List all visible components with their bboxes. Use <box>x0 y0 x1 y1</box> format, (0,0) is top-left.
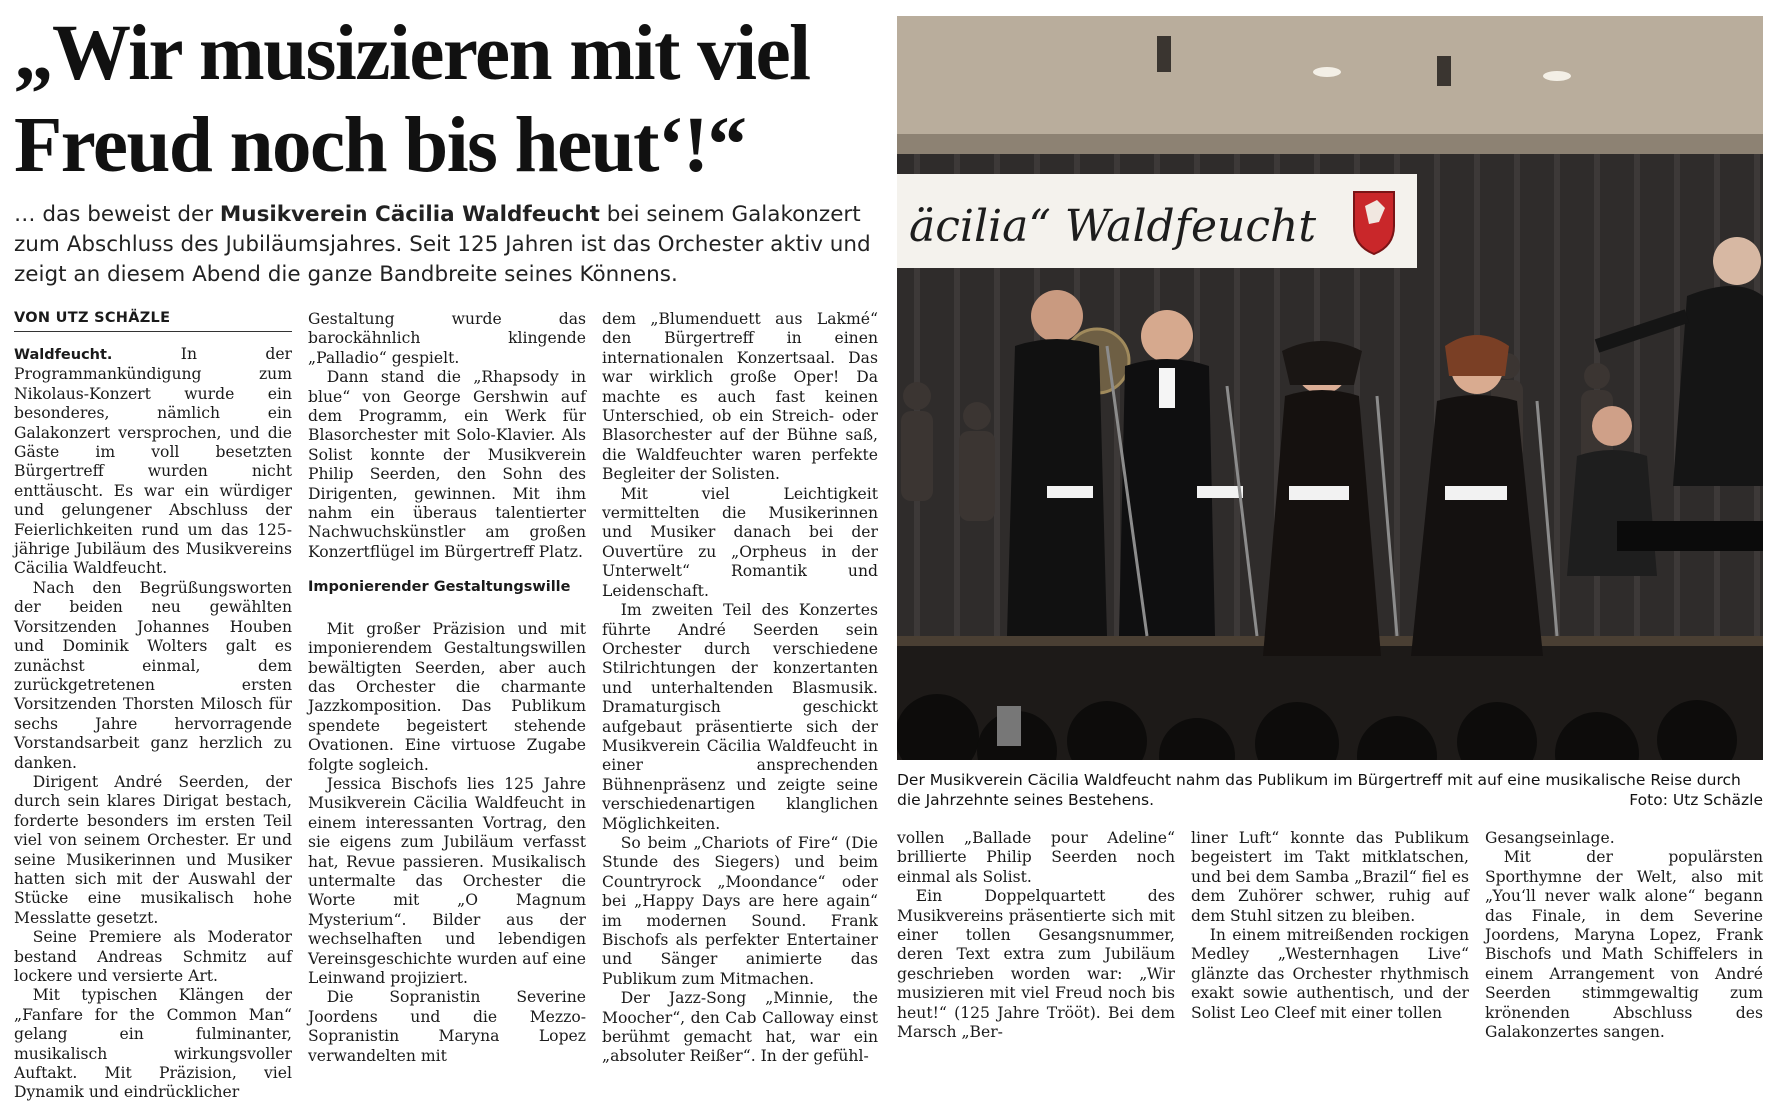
concert-photo <box>897 16 1763 760</box>
photo-caption <box>897 770 1763 810</box>
paragraph: Waldfeucht. In der Programmankündigung zum Nikolaus-Konzert wurde ein besonderes, nämlich ein Galakonzert versprochen, und die Gäste im voll besetzten Bürgertreff wurden nicht enttäuscht. Es war ein würdiger und gelungener Abschluss der Feierlichkeiten rund um das 125-jährige Jubiläum des Musikvereins Cäcilia Waldfeucht. <box>14 345 292 578</box>
article-column-6 <box>1485 829 1763 1042</box>
article-column-5 <box>1191 829 1469 1023</box>
paragraph: Dann stand die „Rhapsody in blue“ von George Gershwin auf dem Programm, ein Werk für Blasorchester mit Solo-Klavier. Als Solist konnte der Musikverein Philip Seerden, den Sohn des Dirigenten, gewinnen. Mit ihm nahm ein überaus talentierter Nachwuchskünstler am großen Konzertflügel im Bürgertreff Platz. <box>308 368 586 561</box>
article-column-1 <box>14 345 292 1103</box>
ceiling-light-icon <box>1437 56 1451 86</box>
concert-photo-illustration <box>897 16 1763 760</box>
photo-credit: Foto: Utz Schäzle <box>1629 791 1763 809</box>
paragraph: Mit großer Präzision und mit imponierendem Gestaltungswillen bewältigten Seerden, aber auch das Orchester die charmante Jazzkomposition. Das Publikum spendete begeistert stehende Ovationen. Eine virtuose Zugabe folgte sogleich. <box>308 619 586 774</box>
headline: „Wir musizieren mit viel Freud noch bis heut‘!“ <box>14 10 810 189</box>
banner-text: äcilia“ Waldfeucht <box>909 201 1316 252</box>
paragraph: Seine Premiere als Moderator bestand Andreas Schmitz auf lockere und versierte Art. <box>14 928 292 985</box>
ceiling <box>897 16 1763 151</box>
article-column-4 <box>897 829 1175 1042</box>
paragraph: Jessica Bischofs lies 125 Jahre Musikverein Cäcilia Waldfeucht in einem interessanten Vortrag, den sie eigens zum Jubiläum verfasst hat, Revue passieren. Musikalisch untermalte das Orchester die Worte mit „O Magnum Mysterium“. Bilder aus der wechselhaften und lebendigen Vereinsgeschichte wurden auf eine Leinwand projiziert. <box>308 774 586 987</box>
dateline: Waldfeucht. <box>14 347 113 363</box>
paragraph: In einem mitreißenden rockigen Medley „Westernhagen Live“ glänzte das Orchester rhythmisch exakt sowie authentisch, und der Solist Leo Cleef mit einer tollen <box>1191 926 1469 1022</box>
paragraph: Im zweiten Teil des Konzertes führte André Seerden sein Orchester durch verschiedene Stilrichtungen der konzertanten und unterhaltenden Blasmusik. Dramaturgisch geschickt aufgebaut präsentierte sich der Musikverein Cäcilia Waldfeucht in einer ansprechenden Bühnenpräsenz und zeigte seine verschiedenartigen klanglichen Möglichkeiten. <box>602 601 878 833</box>
phone-icon <box>997 706 1021 746</box>
paragraph: vollen „Ballade pour Adeline“ brillierte Philip Seerden noch einmal als Solist. <box>897 829 1175 886</box>
grand-piano <box>1617 521 1763 551</box>
paragraph: Dirigent André Seerden, der durch sein klares Dirigat bestach, forderte besonders im ersten Teil viel von seinem Orchester. Er und seine Musikerinnen und Musiker hatten sich mit der Auswahl der Stücke eine musikalisch hohe Messlatte gesetzt. <box>14 772 292 927</box>
paragraph: Mit der populärsten Sporthymne der Welt, also mit „You‘ll never walk alone“ begann das Finale, in dem Severine Joordens, Maryna Lopez, Frank Bischofs und Math Schiffelers in einem Arrangement von André Seerden stimmgewaltig zum krönenden Abschluss des Galakonzertes sangen. <box>1485 848 1763 1042</box>
paragraph: Gestaltung wurde das barockähnlich klingende „Palladio“ gespielt. <box>308 310 586 367</box>
subheadline: … das beweist der Musikverein Cäcilia Waldfeucht bei seinem Galakonzert zum Abschluss des Jubiläumsjahres. Seit 125 Jahren ist das Orchester aktiv und zeigt an diesem Abend die ganze Bandbreite seines Könnens. <box>14 202 871 287</box>
byline: VON UTZ SCHÄZLE <box>14 310 292 332</box>
article-column-2 <box>308 310 586 1066</box>
paragraph: Mit viel Leichtigkeit vermittelten die Musikerinnen und Musiker danach bei der Ouvertüre zu „Orpheus in der Unterwelt“ Romantik und Leidenschaft. <box>602 484 878 600</box>
paragraph: dem „Blumenduett aus Lakmé“ den Bürgertreff in einen internationalen Konzertsaal. Das war wirklich große Oper! Da machte es auch fast keinen Unterschied, ob ein Streich- oder Blasorchester auf der Bühne saß, die Waldfeuchter waren perfekte Begleiter der Solisten. <box>602 310 878 484</box>
paragraph: Nach den Begrüßungsworten der beiden neu gewählten Vorsitzenden Johannes Houben und Dominik Wolters galt es zunächst einmal, dem zurückgetretenen ersten Vorsitzenden Thorsten Milosch für sechs Jahre hervorragende Vorstandsarbeit ganz herzlich zu danken. <box>14 578 292 772</box>
caption-text: Der Musikverein Cäcilia Waldfeucht nahm das Publikum im Bürgertreff mit auf eine musikalische Reise durch die Jahrzehnte seines Bestehens. <box>897 771 1741 809</box>
paragraph: So beim „Chariots of Fire“ (Die Stunde des Siegers) und beim Countryrock „Moondance“ oder bei „Happy Days are here again“ im modernen Sound. Frank Bischofs als perfekter Entertainer und Sänger animierte das Publikum zum Mitmachen. <box>602 833 878 988</box>
paragraph: Gesangseinlage. <box>1485 829 1615 847</box>
paragraph: Die Sopranistin Severine Joordens und die Mezzo-Sopranistin Maryna Lopez verwandelten mit <box>308 988 586 1065</box>
paragraph: liner Luft“ konnte das Publikum begeistert im Takt mitklatschen, und bei dem Samba „Brazil“ fiel es dem Zuhörer schwer, ruhig auf dem Stuhl sitzen zu bleiben. <box>1191 829 1469 925</box>
ceiling-light-icon <box>1157 36 1171 72</box>
paragraph: Mit typischen Klängen der „Fanfare for the Common Man“ gelang ein fulminanter, musikalisch wirkungsvoller Auftakt. Mit Präzision, viel Dynamik und eindrücklicher <box>14 986 292 1102</box>
article-column-3 <box>602 310 878 1067</box>
paragraph: Der Jazz-Song „Minnie, the Moocher“, den Cab Calloway einst berühmt gemacht hat, war ein „absoluter Reißer“. In der gefühl- <box>602 989 878 1066</box>
section-subheading: Imponierender Gestaltungswille <box>308 579 571 596</box>
paragraph: Ein Doppelquartett des Musikvereins präsentierte sich mit einer tollen Gesangsnummer, deren Text extra zum Jubiläum geschrieben worden war: „Wir musizieren mit viel Freud noch bis heut!“ (125 Jahre Trööt). Bei dem Marsch „Ber- <box>897 887 1175 1042</box>
